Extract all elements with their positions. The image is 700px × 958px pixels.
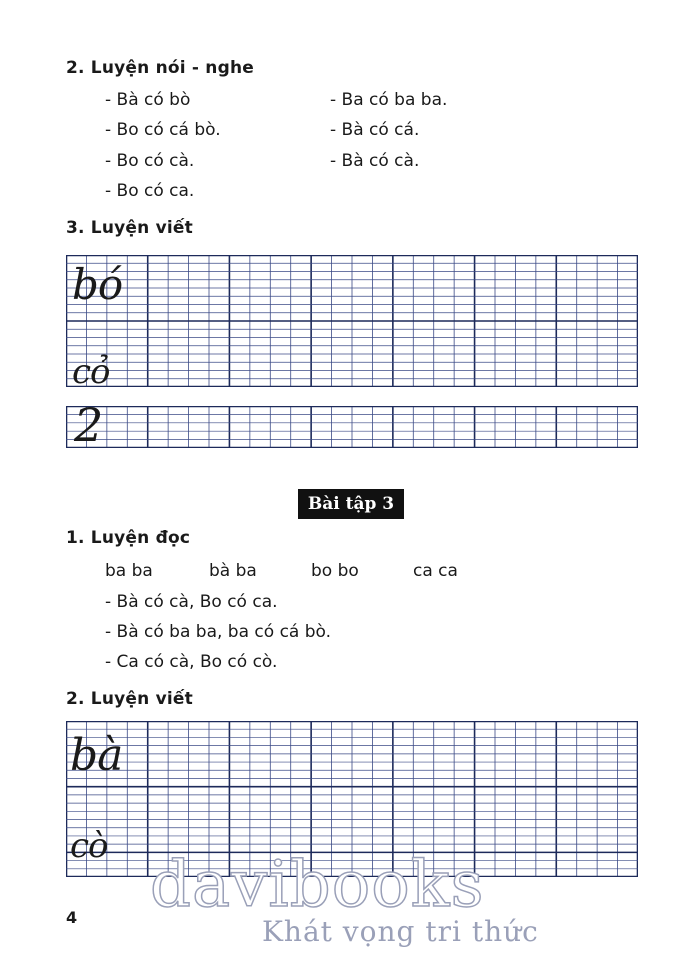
writing-grid-2 bbox=[66, 406, 638, 448]
section-heading-writing: 3. Luyện viết bbox=[66, 218, 193, 238]
watermark-brand: davibooks bbox=[150, 848, 485, 922]
section-heading-speaking: 2. Luyện nói - nghe bbox=[66, 58, 254, 78]
speaking-item: - Bo có cà. bbox=[105, 151, 195, 171]
speaking-item: - Bo có ca. bbox=[105, 181, 195, 201]
section-heading-writing-2: 2. Luyện viết bbox=[66, 689, 193, 709]
reading-word: ba ba bbox=[105, 561, 153, 581]
section-heading-reading: 1. Luyện đọc bbox=[66, 528, 191, 548]
reading-word: ca ca bbox=[413, 561, 458, 581]
page-number: 4 bbox=[66, 908, 78, 927]
writing-sample-ba: bà bbox=[70, 730, 123, 781]
speaking-item: - Ba có ba ba. bbox=[330, 90, 448, 110]
reading-sentence: - Bà có cà, Bo có ca. bbox=[105, 592, 278, 612]
watermark-slogan: Khát vọng tri thức bbox=[262, 915, 539, 948]
grid-lines bbox=[66, 406, 638, 448]
exercise-badge: Bài tập 3 bbox=[298, 489, 404, 519]
reading-word: bo bo bbox=[311, 561, 359, 581]
grid-lines bbox=[66, 255, 638, 387]
speaking-item: - Bà có bò bbox=[105, 90, 191, 110]
reading-sentence: - Bà có ba ba, ba có cá bò. bbox=[105, 622, 332, 642]
writing-sample-bo: bó bbox=[72, 260, 123, 309]
speaking-item: - Bà có cà. bbox=[330, 151, 420, 171]
speaking-item: - Bo có cá bò. bbox=[105, 120, 221, 140]
writing-sample-co: cỏ bbox=[72, 352, 110, 392]
reading-word: bà ba bbox=[209, 561, 257, 581]
speaking-item: - Bà có cá. bbox=[330, 120, 420, 140]
writing-sample-number: 2 bbox=[74, 398, 103, 452]
reading-sentence: - Ca có cà, Bo có cò. bbox=[105, 652, 278, 672]
writing-grid-1 bbox=[66, 255, 638, 387]
writing-sample-co-2: cò bbox=[70, 826, 108, 866]
